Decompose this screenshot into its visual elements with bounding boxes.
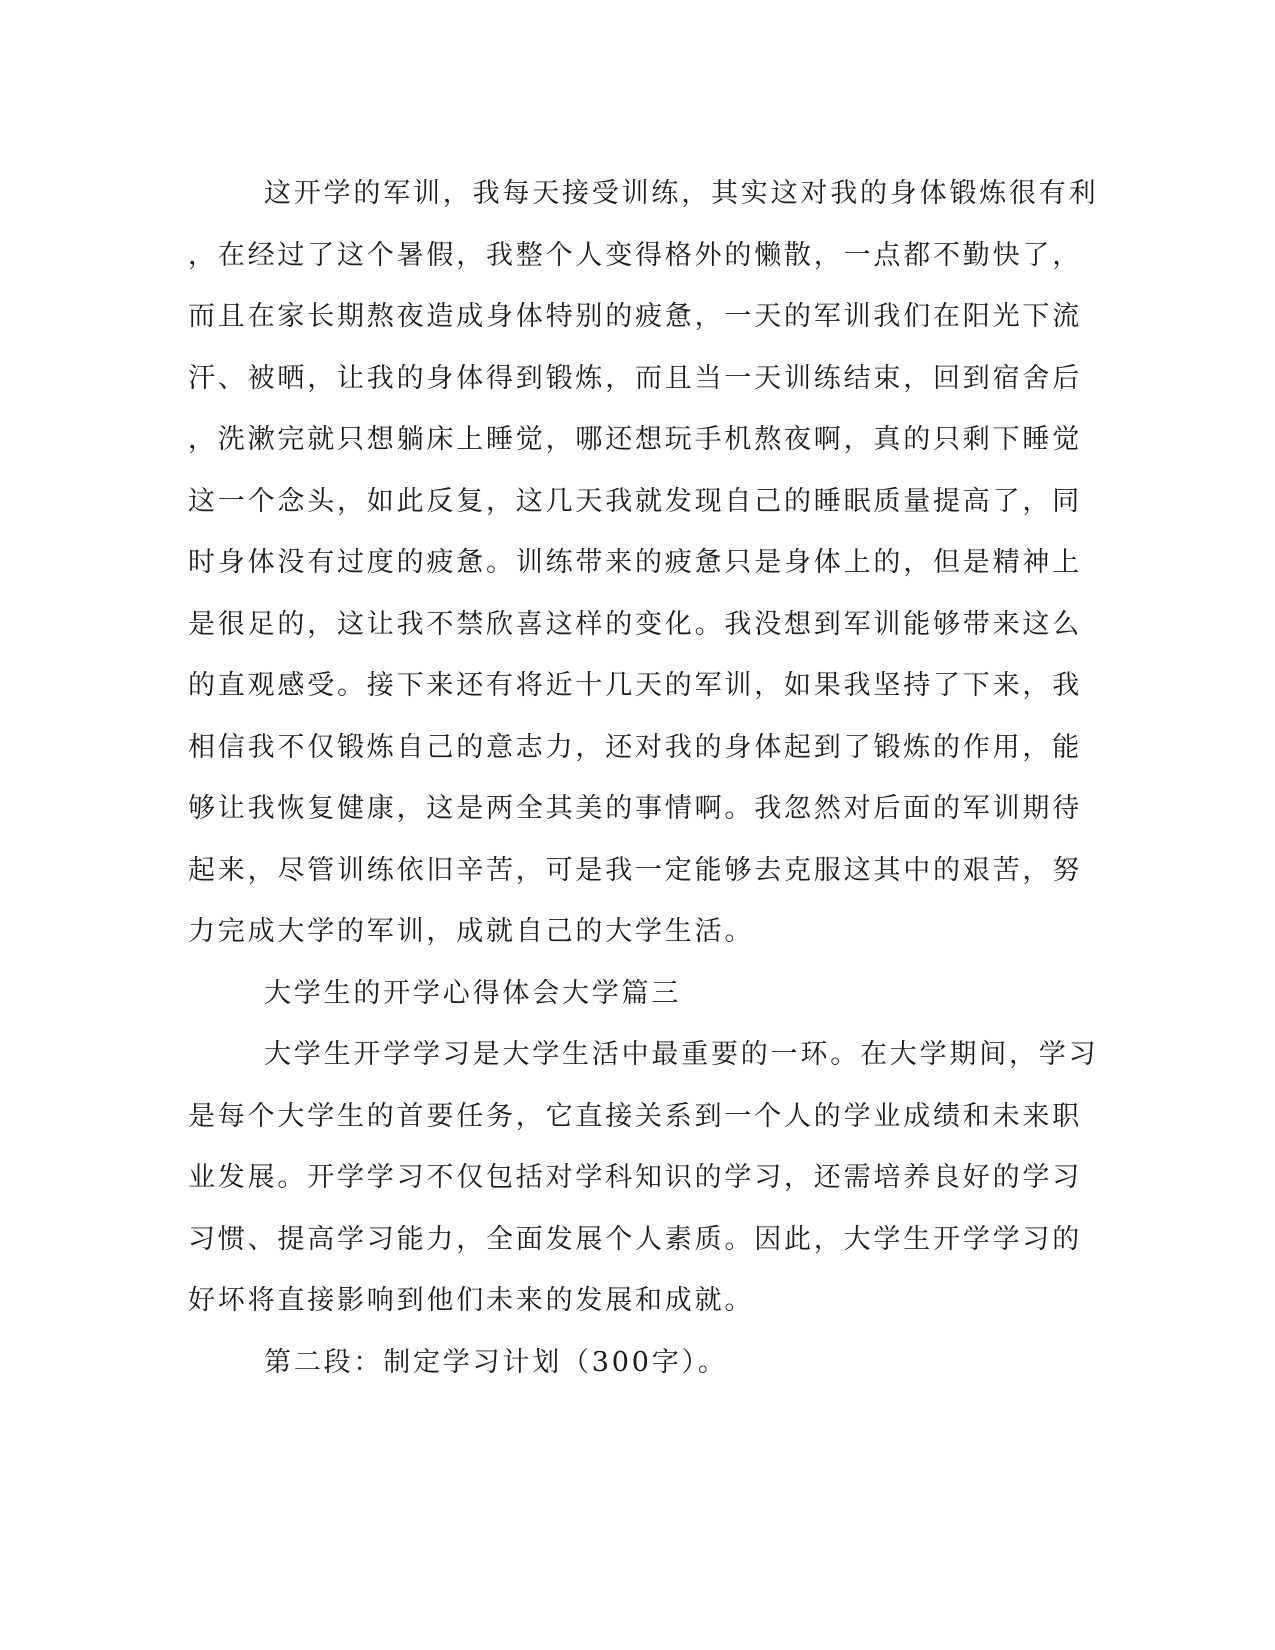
text-line: 而且在家长期熬夜造成身体特别的疲惫，一天的军训我们在阳光下流 — [188, 301, 1082, 332]
text-line: 相信我不仅锻炼自己的意志力，还对我的身体起到了锻炼的作用，能 — [188, 731, 1082, 763]
subsection-title: 第二段：制定学习计划（300字）。 — [264, 1346, 728, 1378]
text-line: ，洗漱完就只想躺床上睡觉，哪还想玩手机熬夜啊，真的只剩下睡觉 — [188, 424, 1082, 455]
text-line: 这一个念头，如此反复，这几天我就发现自己的睡眠质量提高了，同 — [188, 485, 1082, 517]
text-line: 够让我恢复健康，这是两全其美的事情啊。我忽然对后面的军训期待 — [188, 793, 1082, 824]
text-line: 业发展。开学学习不仅包括对学科知识的学习，还需培养良好的学习 — [188, 1162, 1082, 1193]
text-line: 时身体没有过度的疲惫。训练带来的疲惫只是身体上的，但是精神上 — [188, 547, 1082, 578]
document-body — [188, 163, 1099, 1393]
text-line: 大学生开学学习是大学生活中最重要的一环。在大学期间，学习 — [264, 1039, 1099, 1070]
text-line: 汗、被晒，让我的身体得到锻炼，而且当一天训练结束，回到宿舍后 — [188, 362, 1082, 394]
text-line: 起来，尽管训练依旧辛苦，可是我一定能够去克服这其中的艰苦，努 — [188, 854, 1082, 886]
text-line: 是很足的，这让我不禁欣喜这样的变化。我没想到军训能够带来这么 — [188, 608, 1082, 640]
text-line: 是每个大学生的首要任务，它直接关系到一个人的学业成绩和未来职 — [188, 1100, 1082, 1132]
text-line: ，在经过了这个暑假，我整个人变得格外的懒散，一点都不勤快了， — [188, 239, 1082, 271]
text-line: 的直观感受。接下来还有将近十几天的军训，如果我坚持了下来，我 — [188, 670, 1082, 701]
paragraph-military-training — [188, 163, 1099, 963]
section-heading: 大学生的开学心得体会大学篇三 — [264, 977, 682, 1009]
text-line: 这开学的军训，我每天接受训练，其实这对我的身体锻炼很有利 — [264, 178, 1099, 209]
text-line: 力完成大学的军训，成就自己的大学生活。 — [188, 916, 755, 947]
text-line: 习惯、提高学习能力，全面发展个人素质。因此，大学生开学学习的 — [188, 1223, 1082, 1255]
text-line: 好坏将直接影响到他们未来的发展和成就。 — [188, 1285, 755, 1316]
paragraph-study-importance — [188, 1024, 1099, 1332]
